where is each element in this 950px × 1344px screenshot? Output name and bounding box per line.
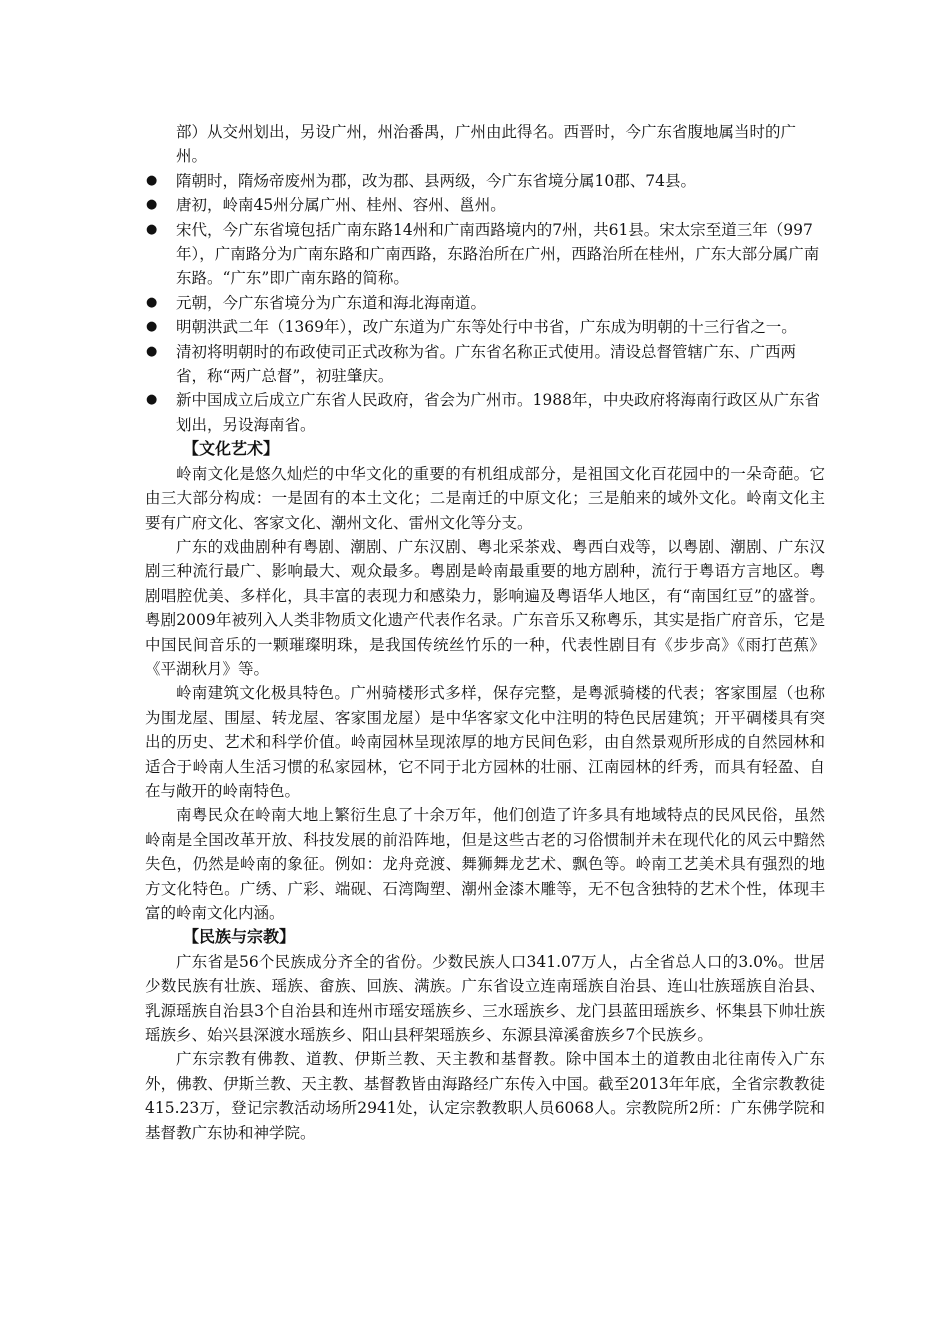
list-item — [145, 193, 825, 217]
list-item-text: 新中国成立后成立广东省人民政府，省会为广州市。1988年，中央政府将海南行政区从广东省划出，另设海南省。 — [176, 391, 820, 434]
list-item-text: 宋代，今广东省境包括广南东路14州和广南西路境内的7州，共61县。宋太宗至道三年（997年），广南路分为广南东路和广南西路，东路治所在广州，西路治所在桂州，广东大部分属广南东路。“广东”即广南东路的简称。 — [176, 220, 820, 288]
bullet-icon: ● — [146, 172, 158, 188]
list-item-text: 隋朝时，隋炀帝废州为郡，改为郡、县两级，今广东省境分属10郡、74县。 — [176, 171, 696, 190]
document-body — [145, 120, 825, 1145]
culture-paragraph: 岭南建筑文化极具特色。广州骑楼形式多样，保存完整，是粤派骑楼的代表；客家围屋（也称为围龙屋、围屋、转龙屋、客家围龙屋）是中华客家文化中注明的特色民居建筑；开平碉楼具有突出的历史、艺术和科学价值。岭南园林呈现浓厚的地方民间色彩，由自然景观所形成的自然园林和适合于岭南人生活习惯的私家园林，它不同于北方园林的壮丽、江南园林的纤秀，而具有轻盈、自在与敞开的岭南特色。 — [145, 684, 825, 800]
bullet-icon: ● — [146, 319, 158, 335]
list-item — [145, 315, 825, 339]
continuation-text: 部）从交州划出，另设广州，州治番禺，广州由此得名。西晋时，今广东省腹地属当时的广州。 — [176, 123, 797, 166]
list-item-text: 清初将明朝时的布政使司正式改称为省。广东省名称正式使用。清设总督管辖广东、广西两省，称“两广总督”，初驻肇庆。 — [176, 342, 797, 386]
culture-paragraph: 岭南文化是悠久灿烂的中华文化的重要的有机组成部分，是祖国文化百花园中的一朵奇葩。它由三大部分构成：一是固有的本土文化；二是南迁的中原文化；三是舶来的域外文化。岭南文化主要有广府文化、客家文化、潮州文化、雷州文化等分支。 — [145, 464, 825, 532]
list-item — [145, 169, 825, 193]
list-item — [145, 340, 825, 389]
list-item-text: 唐初，岭南45州分属广州、桂州、容州、邕州。 — [176, 196, 506, 215]
bullet-icon: ● — [146, 221, 158, 237]
bullet-icon: ● — [146, 343, 158, 359]
list-item-text: 明朝洪武二年（1369年），改广东道为广东等处行中书省，广东成为明朝的十三行省之一。 — [176, 318, 797, 337]
bullet-icon: ● — [146, 197, 158, 213]
ethnic-religion-heading: 【民族与宗教】 — [183, 927, 296, 947]
ethnic-paragraph: 广东省是56个民族成分齐全的省份。少数民族人口341.07万人，占全省总人口的3.0%。世居少数民族有壮族、瑶族、畲族、回族、满族。广东省设立连南瑶族自治县、连山壮族瑶族自治县、乳源瑶族自治县3个自治县和连州市瑶安瑶族乡、三水瑶族乡、龙门县蓝田瑶族乡、怀集县下帅壮族瑶族乡、始兴县深渡水瑶族乡、阳山县秤架瑶族乡、东源县漳溪畲族乡7个民族乡。 — [145, 952, 825, 1045]
culture-heading: 【文化艺术】 — [183, 439, 280, 459]
history-bullet-list — [145, 169, 825, 437]
list-item — [145, 218, 825, 291]
list-item — [145, 291, 825, 315]
list-item — [145, 388, 825, 437]
religion-paragraph: 广东宗教有佛教、道教、伊斯兰教、天主教和基督教。除中国本土的道教由北往南传入广东外，佛教、伊斯兰教、天主教、基督教皆由海路经广东传入中国。截至2013年年底，全省宗教教徒415.23万，登记宗教活动场所2941处，认定宗教教职人员6068人。宗教院所2所：广东佛学院和基督教广东协和神学院。 — [145, 1050, 825, 1142]
bullet-icon: ● — [146, 392, 158, 408]
culture-paragraph: 广东的戏曲剧种有粤剧、潮剧、广东汉剧、粤北采茶戏、粤西白戏等，以粤剧、潮剧、广东汉剧三种流行最广、影响最大、观众最多。粤剧是岭南最重要的地方剧种，流行于粤语方言地区。粤剧唱腔优美、多样化，具丰富的表现力和感染力，影响遍及粤语华人地区，有“南国红豆”的盛誉。粤剧2009年被列入人类非物质文化遗产代表作名录。广东音乐又称粤乐，其实是指广府音乐，它是中国民间音乐的一颗璀璨明珠，是我国传统丝竹乐的一种，代表性剧目有《步步高》《雨打芭蕉》《平湖秋月》等。 — [145, 537, 825, 678]
bullet-icon: ● — [146, 294, 158, 310]
list-item-text: 元朝，今广东省境分为广东道和海北海南道。 — [176, 293, 487, 312]
culture-paragraph: 南粤民众在岭南大地上繁衍生息了十余万年，他们创造了许多具有地域特点的民风民俗，虽然岭南是全国改革开放、科技发展的前沿阵地，但是这些古老的习俗惯制并未在现代化的风云中黯然失色，仍然是岭南的象征。例如：龙舟竞渡、舞狮舞龙艺术、飘色等。岭南工艺美术具有强烈的地方文化特色。广绣、广彩、端砚、石湾陶塑、潮州金漆木雕等，无不包含独特的艺术个性，体现丰富的岭南文化内涵。 — [145, 806, 825, 922]
